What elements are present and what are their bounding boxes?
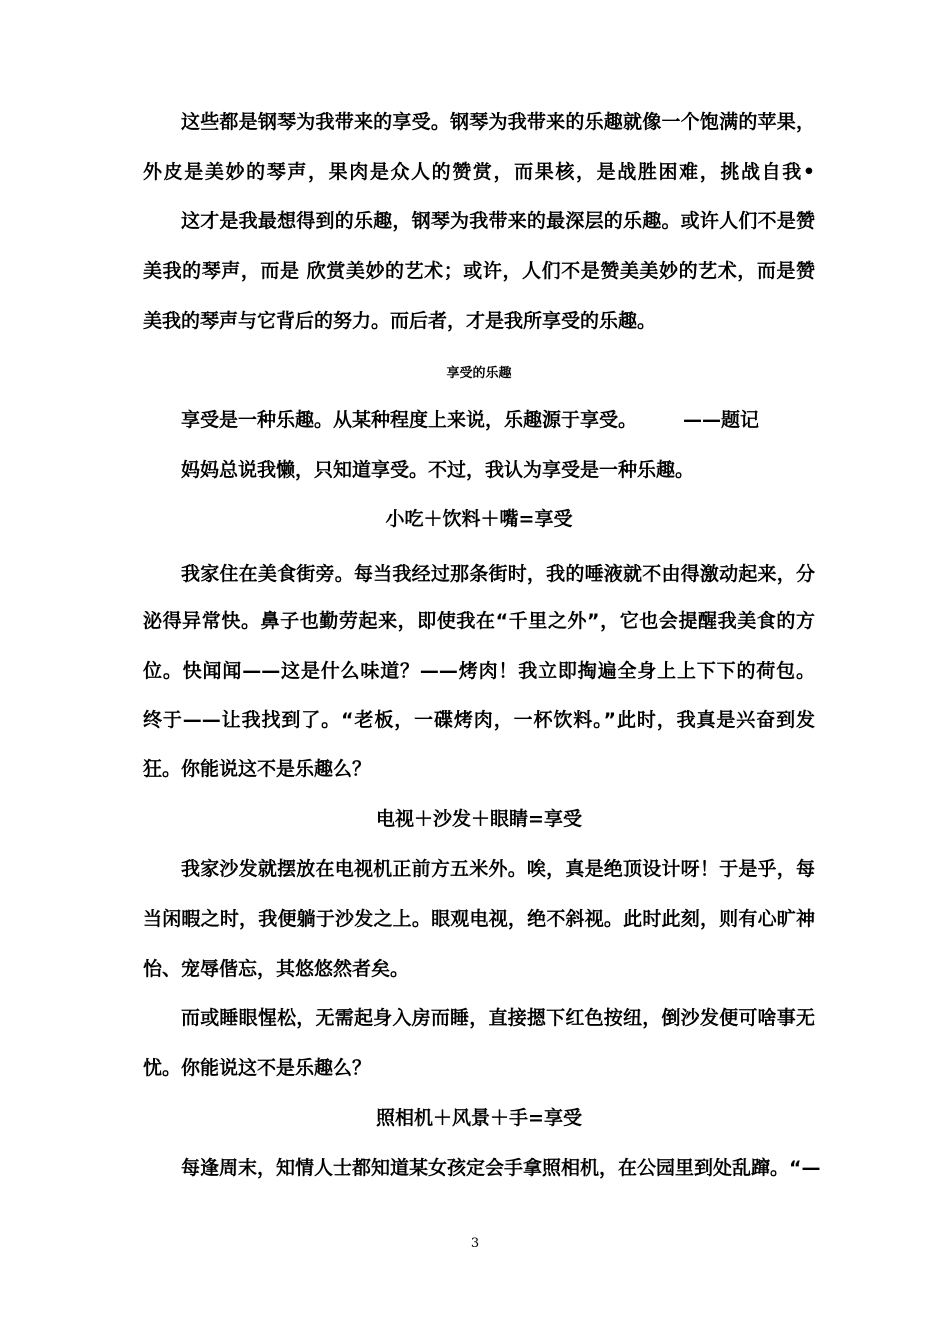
paragraph-line: 当闲暇之时，我便躺于沙发之上。眼观电视，绝不斜视。此时此刻，则有心旷神 <box>143 908 815 930</box>
intro-text: 享受是一种乐趣。从某种程度上来说，乐趣源于享受。 <box>181 409 638 431</box>
paragraph-line: 外皮是美妙的琴声，果肉是众人的赞赏，而果核，是战胜困难，挑战自我• <box>143 161 815 183</box>
section-heading: 照相机＋风景＋手=享受 <box>376 1107 582 1129</box>
paragraph-line: 这些都是钢琴为我带来的享受。钢琴为我带来的乐趣就像一个饱满的苹果， <box>181 111 815 133</box>
opening-line: 妈妈总说我懒，只知道享受。不过，我认为享受是一种乐趣。 <box>181 459 695 481</box>
paragraph-line: 而或睡眼惺松，无需起身入房而睡，直接摁下红色按纽，倒沙发便可啥事无 <box>181 1007 815 1029</box>
paragraph-line: 狂。你能说这不是乐趣么？ <box>143 758 372 780</box>
section-heading: 电视＋沙发＋眼睛=享受 <box>376 808 582 830</box>
paragraph-line: 美我的琴声，而是 欣赏美妙的艺术；或许，人们不是赞美美妙的艺术，而是赞 <box>143 260 815 282</box>
paragraph-line: 怡、宠辱偕忘，其悠悠然者矣。 <box>143 958 410 980</box>
paragraph-line: 我家住在美食街旁。每当我经过那条街时，我的唾液就不由得激动起来，分 <box>181 563 815 585</box>
paragraph-line: 忧。你能说这不是乐趣么？ <box>143 1057 372 1079</box>
page-number: 3 <box>470 1236 480 1251</box>
section-heading: 小吃＋饮料＋嘴=享受 <box>385 508 573 530</box>
intro-line <box>181 408 815 432</box>
paragraph-line: 这才是我最想得到的乐趣，钢琴为我带来的最深层的乐趣。或许人们不是赞 <box>181 210 815 232</box>
paragraph-line: 位。快闻闻——这是什么味道？——烤肉！我立即掏遍全身上上下下的荷包。 <box>143 660 815 682</box>
paragraph-line: 每逢周末，知情人士都知道某女孩定会手拿照相机，在公园里到处乱蹿。“— <box>181 1157 821 1179</box>
essay-title: 享受的乐趣 <box>446 366 512 381</box>
paragraph-line: 美我的琴声与它背后的努力。而后者，才是我所享受的乐趣。 <box>143 310 657 332</box>
paragraph-line: 泌得异常快。鼻子也勤劳起来，即使我在“千里之外”，它也会提醒我美食的方 <box>143 610 815 632</box>
paragraph-line: 终于——让我找到了。“老板，一碟烤肉，一杯饮料。”此时，我真是兴奋到发 <box>143 709 815 731</box>
paragraph-line: 我家沙发就摆放在电视机正前方五米外。唉，真是绝顶设计呀！于是乎，每 <box>181 858 815 880</box>
intro-note: ——题记 <box>683 409 760 431</box>
